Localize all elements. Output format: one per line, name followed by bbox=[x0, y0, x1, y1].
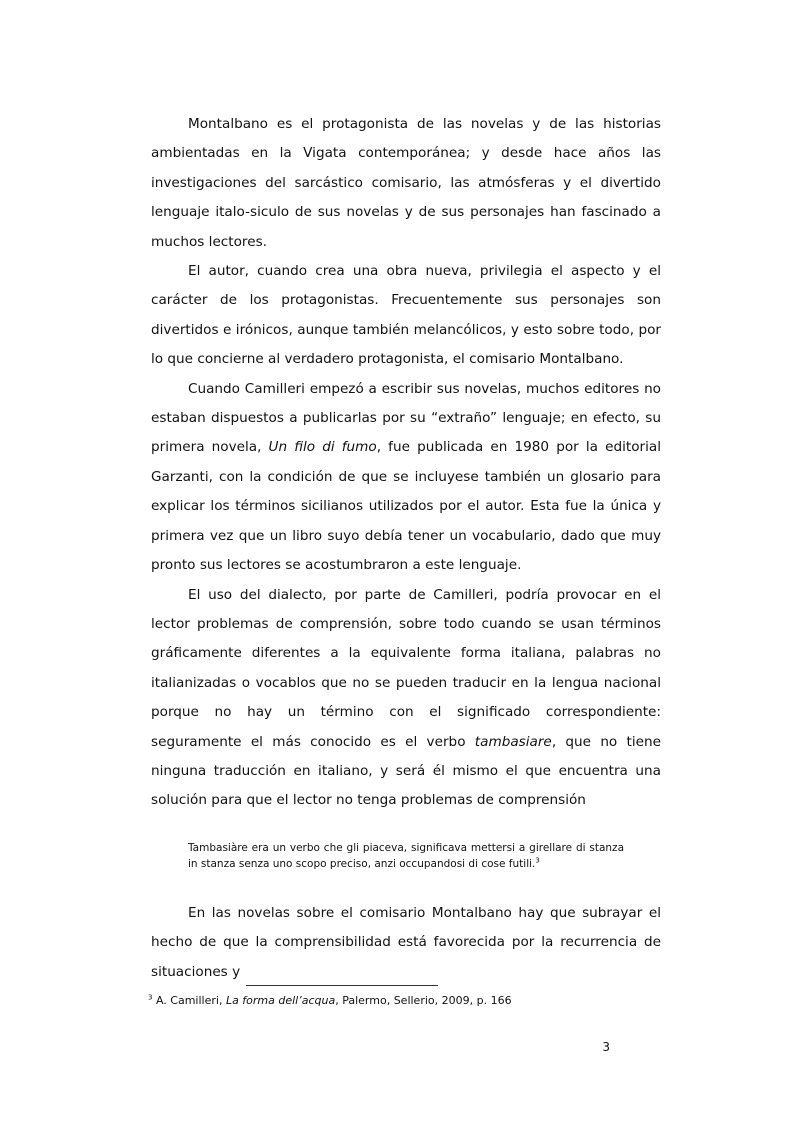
block-quote bbox=[188, 840, 624, 872]
footnote bbox=[148, 993, 668, 1009]
paragraph-1 bbox=[151, 110, 661, 257]
body-text-continued bbox=[151, 899, 661, 987]
book-title-italic: Un filo di fumo bbox=[268, 439, 377, 456]
paragraph-2 bbox=[151, 257, 661, 375]
quote-text: Tambasiàre era un verbo che gli piaceva, significava mettersi a girellare di stanza in stanza senza uno scopo preciso, anzi occupandosi di cose futili. bbox=[188, 842, 624, 870]
footnote-book-title: La forma dell’acqua bbox=[225, 994, 336, 1007]
page-number: 3 bbox=[602, 1040, 610, 1054]
paragraph-text: Montalbano es el protagonista de las novelas y de las historias ambientadas en la Vigata contemporánea; y desde hace años las investigaciones del sarcástico comisario, las atmósferas y el divertido lenguaje italo-siculo de sus novelas y de sus personajes han fascinado a muchos lectores. bbox=[151, 116, 661, 250]
body-text bbox=[151, 110, 661, 816]
footnote-details: , Palermo, Sellerio, 2009, p. 166 bbox=[335, 994, 512, 1007]
footnote-reference[interactable]: 3 bbox=[535, 856, 540, 865]
paragraph-text: Cuando Camilleri empezó a escribir sus novelas, muchos editores no estaban dispuestos a publicarlas por su “extraño” lenguaje; en efecto, su primera novela, bbox=[151, 380, 661, 456]
paragraph-4 bbox=[151, 581, 661, 816]
paragraph-text: En las novelas sobre el comisario Montalbano hay que subrayar el hecho de que la comprensibilidad está favorecida por la recurrencia de situaciones y bbox=[151, 905, 661, 980]
paragraph-text: , que no tiene ninguna traducción en italiano, y será él mismo el que encuentra una solución para que el lector no tenga problemas de comprensión bbox=[151, 733, 661, 809]
footnote-number: 3 bbox=[148, 993, 153, 1002]
paragraph-text: El uso del dialecto, por parte de Camilleri, podría provocar en el lector problemas de comprensión, sobre todo cuando se usan términos gráficamente diferentes a la equivalente forma italiana, palabras no italianizadas o vocablos que no se pueden traducir en la lengua nacional porque no hay un término con el significado correspondiente: seguramente el más conocido es el verbo bbox=[151, 586, 661, 750]
paragraph-text: El autor, cuando crea una obra nueva, privilegia el aspecto y el carácter de los protagonistas. Frecuentemente sus personajes son divertidos e irónicos, aunque también melancólicos, y esto sobre todo, por lo que concierne al verdadero protagonista, el comisario Montalbano. bbox=[151, 263, 661, 368]
footnote-author: A. Camilleri, bbox=[152, 994, 226, 1007]
paragraph-5 bbox=[151, 899, 661, 987]
footnote-separator bbox=[246, 985, 438, 986]
verb-italic: tambasiare bbox=[474, 733, 552, 750]
paragraph-text: , fue publicada en 1980 por la editorial Garzanti, con la condición de que se incluyese también un glosario para explicar los términos sicilianos utilizados por el autor. Esta fue la única y primera vez que un libro suyo debía tener un vocabulario, dado que muy pronto sus lectores se acostumbraron a este lenguaje. bbox=[151, 439, 661, 574]
paragraph-3 bbox=[151, 375, 661, 581]
